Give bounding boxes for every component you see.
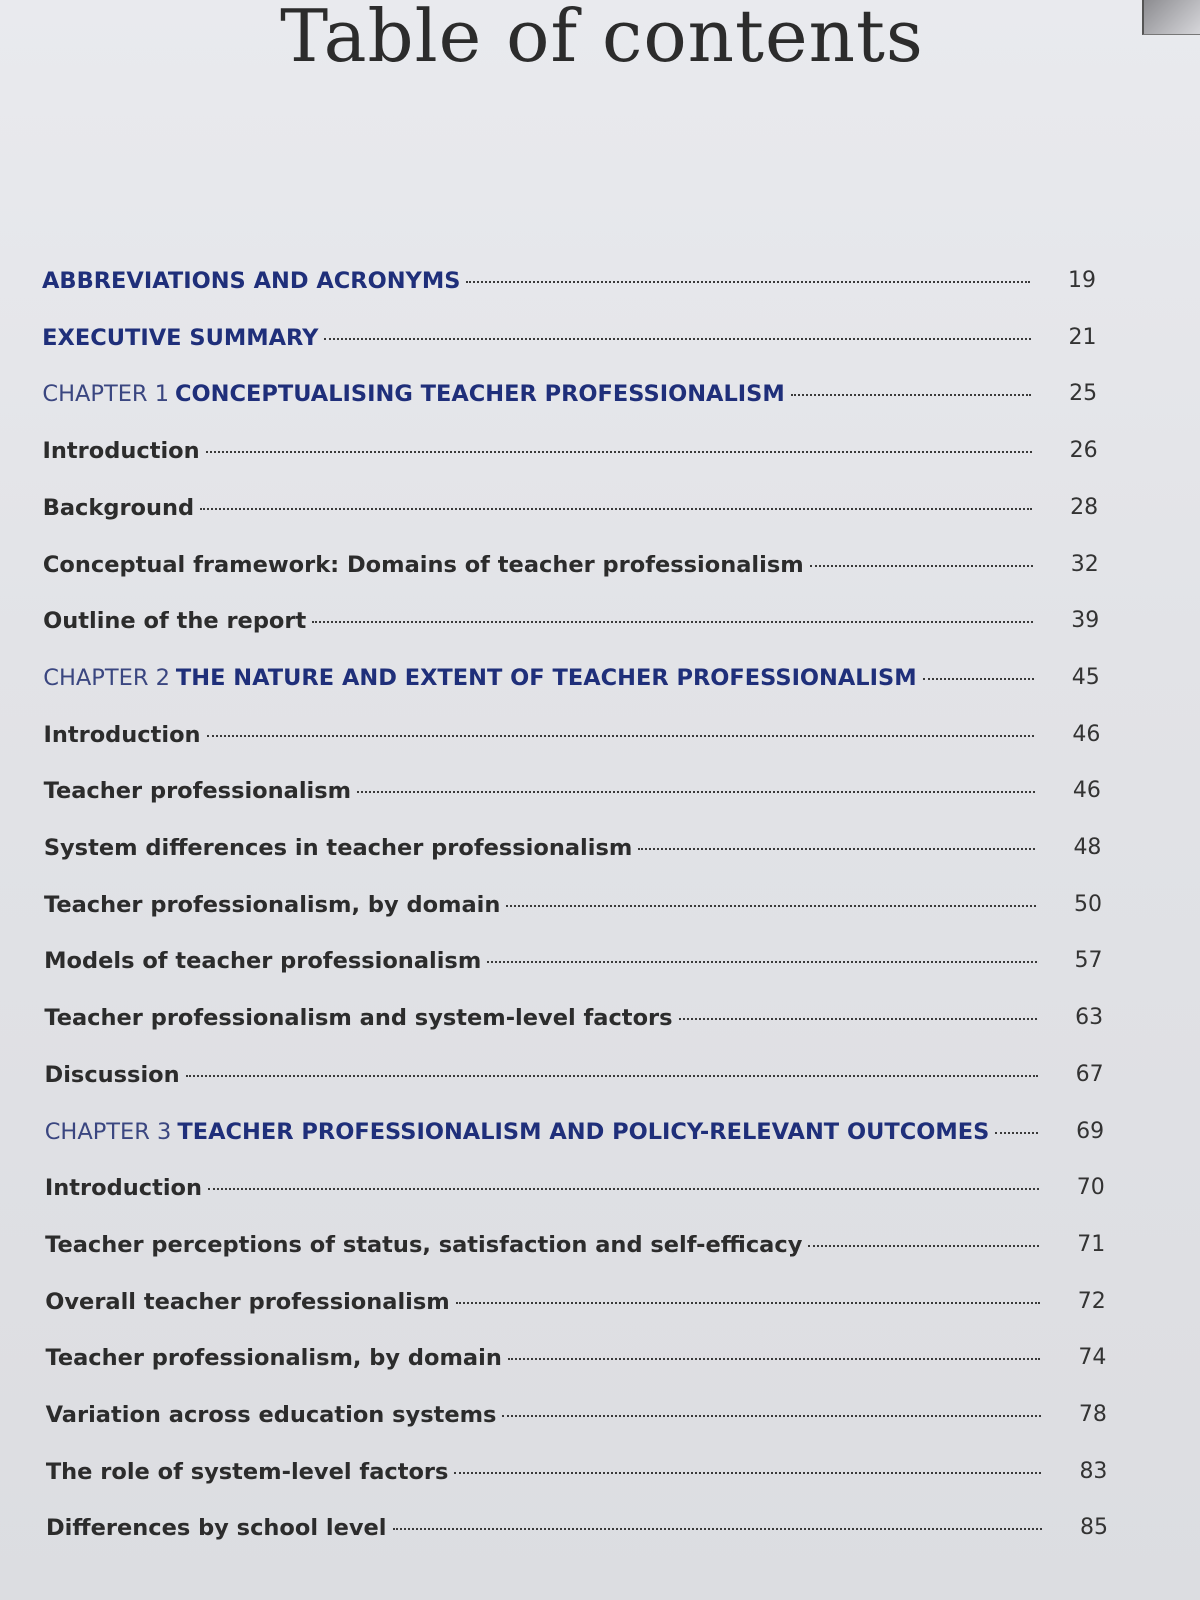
toc-section-entry[interactable] [42, 438, 1098, 472]
chapter-title: TEACHER PROFESSIONALISM AND POLICY-RELEVANT OUTCOMES [177, 1118, 990, 1145]
toc-entry-label: EXECUTIVE SUMMARY [42, 324, 319, 351]
toc-page-number: 85 [1080, 1515, 1108, 1541]
toc-top-entry[interactable] [42, 324, 1097, 359]
toc-page-number: 69 [1076, 1118, 1105, 1144]
toc-entry-label: ABBREVIATIONS AND ACRONYMS [42, 268, 461, 294]
toc-entry-label: Teacher perceptions of status, satisfaction and self-efficacy [45, 1231, 803, 1258]
toc-section-entry[interactable] [46, 1515, 1108, 1549]
toc-page-number: 83 [1079, 1458, 1108, 1484]
toc-page-number: 50 [1074, 891, 1102, 917]
chapter-title: CONCEPTUALISING TEACHER PROFESSIONALISM [175, 381, 785, 408]
toc-page-number: 74 [1078, 1345, 1107, 1371]
toc-entry-label [42, 381, 784, 407]
toc-page-number: 46 [1072, 721, 1101, 747]
toc-section-entry[interactable] [42, 494, 1099, 529]
dot-leader [454, 1472, 1041, 1474]
toc-section-entry[interactable] [42, 551, 1099, 586]
toc-section-entry[interactable] [44, 1061, 1104, 1096]
toc-chapter-entry[interactable] [43, 664, 1100, 699]
toc-entry-label [43, 665, 916, 691]
toc-section-entry[interactable] [44, 891, 1102, 926]
toc-page-number: 26 [1069, 438, 1098, 464]
toc-section-entry[interactable] [43, 778, 1101, 812]
dot-leader [487, 961, 1036, 963]
dot-leader [923, 678, 1034, 680]
toc-entry-label: Background [42, 494, 195, 521]
dot-leader [393, 1528, 1043, 1530]
toc-entry-label [45, 1119, 990, 1145]
chapter-number: CHAPTER 2 [43, 664, 170, 691]
toc-section-entry[interactable] [44, 948, 1103, 982]
toc-chapter-entry[interactable] [42, 381, 1098, 415]
toc-page-number: 46 [1072, 778, 1101, 804]
toc-entry-label: Teacher professionalism, by domain [45, 1345, 502, 1372]
toc-page-number: 70 [1076, 1175, 1105, 1201]
toc-entry-label: Introduction [44, 1175, 203, 1202]
dot-leader [810, 565, 1033, 567]
toc-page-number: 57 [1074, 948, 1103, 974]
toc-section-entry[interactable] [44, 1175, 1105, 1209]
toc-entry-label: Models of teacher professionalism [44, 948, 482, 975]
toc-page-number: 48 [1073, 835, 1102, 860]
toc-section-entry[interactable] [45, 1402, 1107, 1436]
dot-leader [791, 394, 1031, 396]
toc-page-number: 28 [1070, 494, 1099, 520]
dot-leader [506, 905, 1036, 907]
page-title: Table of contents [280, 0, 924, 78]
toc-section-entry[interactable] [45, 1345, 1107, 1379]
dot-leader [679, 1018, 1038, 1020]
dot-leader [808, 1245, 1039, 1247]
toc-section-entry[interactable] [45, 1288, 1106, 1323]
toc-section-entry[interactable] [43, 721, 1101, 756]
toc-entry-label: System differences in teacher professionalism [43, 835, 633, 861]
dot-leader [312, 621, 1033, 623]
toc-section-entry[interactable] [44, 1005, 1104, 1039]
toc-page-number: 25 [1069, 381, 1098, 407]
dot-leader [357, 791, 1035, 793]
toc-entry-label: Variation across education systems [45, 1402, 497, 1428]
dot-leader [208, 1188, 1039, 1190]
chapter-number: CHAPTER 1 [42, 381, 170, 408]
dot-leader [638, 848, 1035, 850]
toc-page-number: 19 [1068, 268, 1096, 293]
toc-chapter-entry[interactable] [44, 1118, 1105, 1153]
dot-leader [995, 1132, 1038, 1134]
chapter-title: THE NATURE AND EXTENT OF TEACHER PROFESSIONALISM [175, 664, 917, 691]
dot-leader [508, 1358, 1041, 1360]
toc-entry-label: Conceptual framework: Domains of teacher professionalism [42, 551, 804, 578]
toc-section-entry[interactable] [43, 835, 1102, 869]
toc-entry-label: Teacher professionalism [43, 778, 352, 805]
chapter-number: CHAPTER 3 [44, 1118, 172, 1145]
toc-page-number: 71 [1077, 1231, 1106, 1257]
toc-entry-label: Outline of the report [43, 608, 307, 635]
dot-leader [456, 1302, 1040, 1304]
toc-section-entry[interactable] [43, 608, 1100, 642]
toc-section-entry[interactable] [45, 1231, 1106, 1266]
toc-entry-label: Introduction [42, 438, 200, 465]
dot-leader [200, 508, 1032, 510]
toc-top-entry[interactable] [42, 268, 1096, 302]
toc-page-number: 63 [1075, 1005, 1104, 1031]
dot-leader [207, 735, 1035, 737]
toc-page-number: 78 [1078, 1402, 1107, 1427]
toc-entry-label: Discussion [44, 1061, 180, 1088]
dot-leader [502, 1415, 1040, 1417]
toc-entry-label: Teacher professionalism, by domain [44, 891, 501, 918]
toc-page-number: 45 [1071, 664, 1100, 690]
toc-page-number: 21 [1068, 324, 1097, 350]
toc-page-number: 72 [1077, 1288, 1106, 1314]
toc-entry-label: Teacher professionalism and system-level factors [44, 1005, 673, 1032]
dot-leader [466, 281, 1030, 283]
toc-page-number: 32 [1070, 551, 1099, 577]
dot-leader [186, 1075, 1038, 1077]
toc-entry-label: Overall teacher professionalism [45, 1288, 450, 1315]
toc-entry-label: The role of system-level factors [45, 1458, 449, 1485]
toc-entry-label: Introduction [43, 721, 201, 748]
dot-leader [324, 338, 1030, 340]
toc-page-number: 67 [1075, 1061, 1104, 1087]
toc-section-entry[interactable] [45, 1458, 1108, 1493]
toc-entry-label: Differences by school level [46, 1515, 387, 1542]
toc-page-number: 39 [1071, 608, 1100, 634]
dot-leader [206, 451, 1032, 453]
